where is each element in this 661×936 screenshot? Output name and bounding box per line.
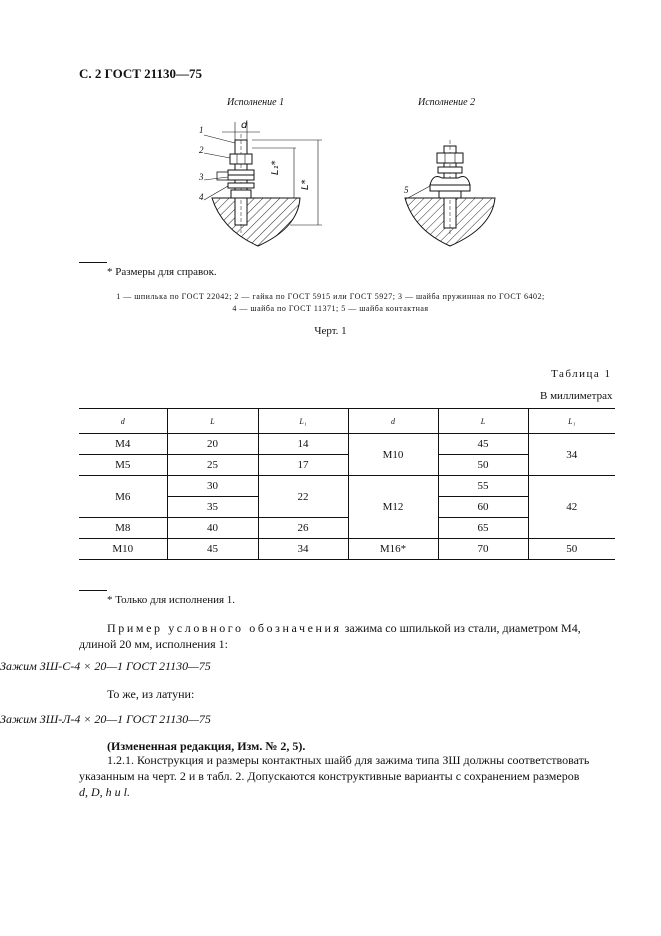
- example-rest-text: зажима со шпилькой из стали, диаметром М4,: [341, 621, 581, 635]
- cell-L: 50: [438, 455, 528, 476]
- figure-caption-right: Исполнение 2: [418, 97, 476, 108]
- table-row: [79, 539, 615, 560]
- part-label-2: 2: [199, 145, 204, 155]
- page-header: С. 2 ГОСТ 21130—75: [79, 66, 202, 81]
- cell-L1: 34: [528, 434, 615, 476]
- clause-line-2: указанным на черт. 2 и в табл. 2. Допускаются конструктивные варианты с сохранением размеров: [79, 769, 580, 783]
- cell-L: 65: [438, 518, 528, 539]
- dimension-L1: L₁*: [270, 160, 281, 175]
- part-label-1: 1: [199, 125, 204, 135]
- table-header-row: [79, 409, 615, 434]
- cell-d: M12: [348, 476, 438, 539]
- cell-d: M10: [348, 434, 438, 476]
- cell-L: 60: [438, 497, 528, 518]
- header-L-left: L: [167, 409, 258, 434]
- cell-L: 25: [167, 455, 258, 476]
- header-d-right: d: [348, 409, 438, 434]
- header-L1-right: L₁: [528, 409, 615, 434]
- header-L-right: L: [438, 409, 528, 434]
- figure-caption-left: Исполнение 1: [227, 97, 285, 108]
- cell-L: 20: [167, 434, 258, 455]
- cell-L1: 42: [528, 476, 615, 539]
- cell-L1: 50: [528, 539, 615, 560]
- cell-d: M6: [79, 476, 167, 518]
- cell-L1: 34: [258, 539, 348, 560]
- same-brass-text: То же, из латуни:: [107, 687, 195, 701]
- figure-legend-line-1: 1 — шпилька по ГОСТ 22042; 2 — гайка по ГОСТ 5915 или ГОСТ 5927; 3 — шайба пружинная по ГОСТ 6402;: [116, 292, 545, 301]
- header-L1-left: L₁: [258, 409, 348, 434]
- clause-line-1: 1.2.1. Конструкция и размеры контактных шайб для зажима типа ЗШ должны соответствовать: [107, 753, 590, 767]
- dimension-L: L*: [300, 179, 311, 190]
- clause-line-3: d, D, h и l.: [79, 785, 130, 799]
- figure-title: Черт. 1: [314, 325, 347, 337]
- cell-L: 45: [438, 434, 528, 455]
- table-units: В миллиметрах: [540, 390, 613, 402]
- part-label-5: 5: [404, 185, 409, 195]
- table-row: [79, 476, 615, 497]
- part-label-3: 3: [199, 172, 204, 182]
- cell-L1: 17: [258, 455, 348, 476]
- table-title: Таблица 1: [551, 368, 612, 380]
- cell-L1: 22: [258, 476, 348, 518]
- footnote-rule-1: [79, 262, 107, 263]
- amendment-note: (Измененная редакция, Изм. № 2, 5).: [107, 739, 306, 753]
- variant-2-drawing: [405, 140, 495, 246]
- dimensions-table: [79, 408, 615, 560]
- cell-L: 55: [438, 476, 528, 497]
- dimension-d: d: [241, 120, 248, 131]
- cell-L: 40: [167, 518, 258, 539]
- table-footnote: * Только для исполнения 1.: [107, 594, 236, 606]
- figure-footnote: * Размеры для справок.: [107, 266, 217, 278]
- cell-d: M10: [79, 539, 167, 560]
- header-d-left: d: [79, 409, 167, 434]
- example-spaced-text: Пример условного обозначения: [107, 621, 342, 635]
- clamp-drawing: [190, 118, 510, 258]
- cell-d: M8: [79, 518, 167, 539]
- cell-d: M5: [79, 455, 167, 476]
- cell-d: M16*: [348, 539, 438, 560]
- cell-L: 45: [167, 539, 258, 560]
- table-row: [79, 434, 615, 455]
- footnote-rule-2: [79, 590, 107, 591]
- figure-legend-line-2: 4 — шайба по ГОСТ 11371; 5 — шайба контактная: [232, 304, 429, 313]
- cell-L1: 26: [258, 518, 348, 539]
- cell-L1: 14: [258, 434, 348, 455]
- example-paragraph-line-2: длиной 20 мм, исполнения 1:: [79, 637, 228, 651]
- cell-L: 70: [438, 539, 528, 560]
- designation-formula-1: Зажим ЗШ-С-4 × 20—1 ГОСТ 21130—75: [0, 659, 211, 673]
- cell-L: 30: [167, 476, 258, 497]
- cell-L: 35: [167, 497, 258, 518]
- designation-formula-2: Зажим ЗШ-Л-4 × 20—1 ГОСТ 21130—75: [0, 712, 211, 726]
- part-label-4: 4: [199, 192, 204, 202]
- cell-d: M4: [79, 434, 167, 455]
- example-paragraph-line-1: [107, 620, 615, 636]
